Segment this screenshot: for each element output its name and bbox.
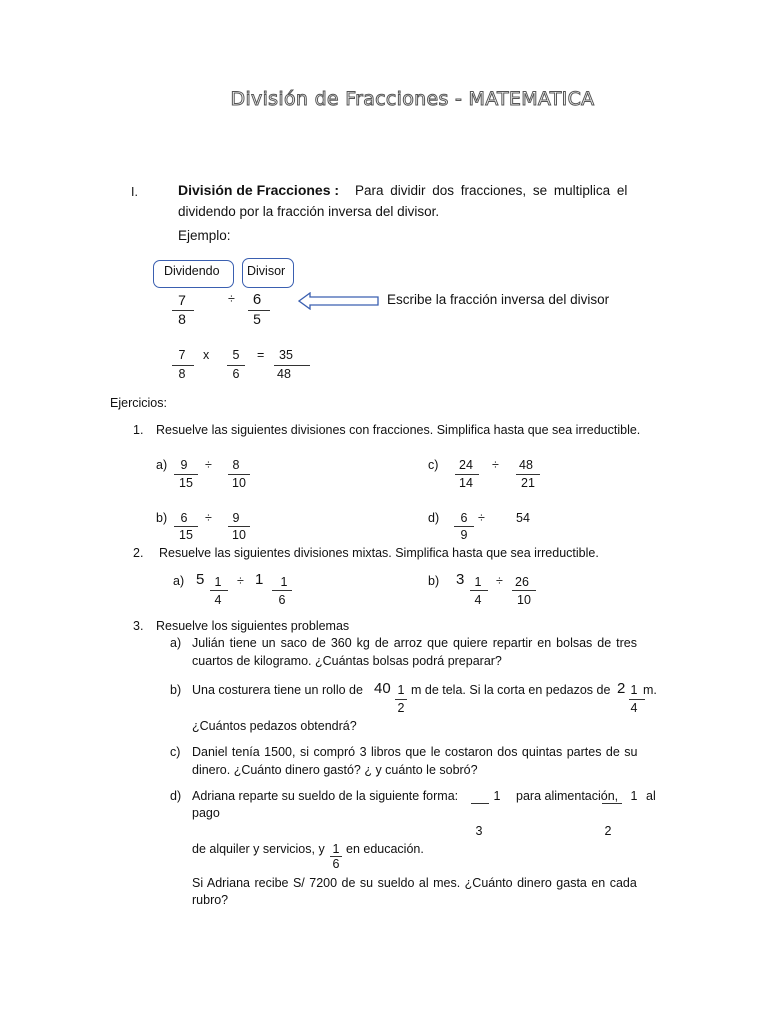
section-text-line1: Para dividir dos fracciones, se multiplica el xyxy=(355,183,628,198)
q3-d-mid1: para alimentación, xyxy=(516,789,619,803)
q1-b-n1: 6 xyxy=(180,511,188,525)
q3-a-label: a) xyxy=(170,636,182,650)
q3-b-label: b) xyxy=(170,683,182,697)
section-text-line2: dividendo por la fracción inversa del divisor. xyxy=(178,204,440,219)
fraction-bar xyxy=(629,699,645,700)
q1-d-label: d) xyxy=(428,511,440,525)
example-label: Ejemplo: xyxy=(178,228,231,243)
q3-b-post: m. xyxy=(643,683,657,697)
q1-d-n2: 54 xyxy=(516,511,530,525)
division-sign: ÷ xyxy=(237,574,244,588)
q1-a-d2: 10 xyxy=(232,476,246,490)
q2-a-d1: 4 xyxy=(214,593,222,607)
q1-c-d1: 14 xyxy=(459,476,473,490)
q2-a-n1: 1 xyxy=(214,575,222,589)
fraction-bar xyxy=(174,526,198,527)
q2-b-d2: 10 xyxy=(517,593,531,607)
q2-a-n2: 1 xyxy=(280,575,288,589)
q3-d-pago: pago xyxy=(192,806,220,820)
dividend-label: Dividendo xyxy=(164,264,220,278)
example-row2-a-num: 7 xyxy=(178,348,186,362)
q3-d-n3: 1 xyxy=(332,842,340,856)
fraction-bar xyxy=(272,590,292,591)
q3-a-line2: cuartos de kilogramo. ¿Cuántas bolsas podrá preparar? xyxy=(192,654,502,668)
q3-d-n2: 1 xyxy=(630,789,638,803)
q2-b-d1: 4 xyxy=(474,593,482,607)
q1-text: Resuelve las siguientes divisiones con fracciones. Simplifica hasta que sea irreductible. xyxy=(156,423,641,437)
q3-b-n1: 1 xyxy=(397,683,405,697)
q3-d-pre: Adriana reparte su sueldo de la siguiente forma: xyxy=(192,789,459,803)
fraction-bar xyxy=(174,474,198,475)
times-sign: x xyxy=(203,348,210,362)
page-title: División de Fracciones - MATEMATICA xyxy=(230,88,595,110)
example-row2-b-den: 6 xyxy=(232,367,240,381)
q3-c-line2: dinero. ¿Cuánto dinero gastó? ¿ y cuánto le sobró? xyxy=(192,763,478,777)
q1-c-d2: 21 xyxy=(521,476,535,490)
q3-b-line2: ¿Cuántos pedazos obtendrá? xyxy=(192,719,357,733)
q3-b-mid: m de tela. Si la corta en pedazos de xyxy=(411,683,611,697)
fraction-bar xyxy=(395,699,407,700)
q3-d-mid2: al xyxy=(646,789,656,803)
fraction-bar xyxy=(210,590,228,591)
example-frac2-num: 6 xyxy=(252,291,262,308)
fraction-bar xyxy=(470,590,488,591)
fraction-bar xyxy=(602,803,622,804)
q3-text: Resuelve los siguientes problemas xyxy=(156,619,350,633)
example-frac2-den: 5 xyxy=(253,311,261,327)
q2-a-w1: 5 xyxy=(196,571,205,588)
q2-text: Resuelve las siguientes divisiones mixtas. Simplifica hasta que sea irreductible. xyxy=(159,546,599,560)
equals-sign: = xyxy=(257,348,265,362)
divisor-label: Divisor xyxy=(247,264,286,278)
q1-b-n2: 9 xyxy=(232,511,240,525)
q3-a-line1: Julián tiene un saco de 360 kg de arroz que quiere repartir en bolsas de tres xyxy=(192,636,637,650)
q3-d-label: d) xyxy=(170,789,182,803)
example-frac1-num: 7 xyxy=(178,292,186,308)
example-row2-result-den: 48 xyxy=(277,367,291,381)
fraction-bar xyxy=(228,474,250,475)
division-sign: ÷ xyxy=(496,574,503,588)
fraction-bar xyxy=(471,803,489,804)
q3-d-line4: Si Adriana recibe S/ 7200 de su sueldo al mes. ¿Cuánto dinero gasta en cada xyxy=(192,876,637,890)
exercises-label: Ejercicios: xyxy=(110,396,167,410)
q2-b-n2: 26 xyxy=(515,575,529,589)
q3-b-d2: 4 xyxy=(630,701,638,715)
q3-d-d1: 3 xyxy=(475,824,483,838)
division-sign: ÷ xyxy=(205,511,212,525)
q3-d-d2: 2 xyxy=(604,824,612,838)
q3-c-line1: Daniel tenía 1500, si compró 3 libros que le costaron dos quintas partes de su xyxy=(192,745,638,759)
fraction-bar xyxy=(274,365,310,366)
q3-b-d1: 2 xyxy=(397,701,405,715)
example-frac1-den: 8 xyxy=(178,311,186,327)
fraction-bar xyxy=(516,474,540,475)
arrow-note: Escribe la fracción inversa del divisor xyxy=(387,292,610,307)
q2-number: 2. xyxy=(133,546,144,560)
q3-d-d3: 6 xyxy=(332,857,340,871)
example-row2-result-num: 35 xyxy=(279,348,293,362)
fraction-bar xyxy=(228,526,250,527)
q2-b-n1: 1 xyxy=(474,575,482,589)
q3-d-line3-post: en educación. xyxy=(346,842,424,856)
q1-c-label: c) xyxy=(428,458,439,472)
q3-d-line5: rubro? xyxy=(192,893,229,907)
division-sign: ÷ xyxy=(205,458,212,472)
q1-b-label: b) xyxy=(156,511,168,525)
q1-a-label: a) xyxy=(156,458,168,472)
q3-d-n1: 1 xyxy=(493,789,501,803)
fraction-bar xyxy=(454,526,474,527)
q1-a-d1: 15 xyxy=(179,476,193,490)
q1-c-n2: 48 xyxy=(519,458,533,472)
fraction-bar xyxy=(455,474,479,475)
q3-c-label: c) xyxy=(170,745,181,759)
example-row2-b-num: 5 xyxy=(232,348,240,362)
q1-d-n1: 6 xyxy=(460,511,468,525)
q2-a-label: a) xyxy=(173,574,185,588)
fraction-bar xyxy=(172,365,194,366)
q3-d-line3-pre: de alquiler y servicios, y xyxy=(192,842,325,856)
fraction-bar xyxy=(512,590,536,591)
q1-b-d1: 15 xyxy=(179,528,193,542)
section-numeral: I. xyxy=(131,185,138,199)
q2-a-d2: 6 xyxy=(278,593,286,607)
division-sign: ÷ xyxy=(492,458,499,472)
q2-b-label: b) xyxy=(428,574,440,588)
q3-b-pre: Una costurera tiene un rollo de xyxy=(192,683,363,697)
division-sign: ÷ xyxy=(228,292,235,306)
q1-number: 1. xyxy=(133,423,144,437)
q1-a-n2: 8 xyxy=(232,458,240,472)
q3-b-w1: 40 xyxy=(374,680,391,697)
division-sign: ÷ xyxy=(478,511,485,525)
q3-number: 3. xyxy=(133,619,144,633)
example-row2-a-den: 8 xyxy=(178,367,186,381)
q2-a-w2: 1 xyxy=(255,571,264,588)
fraction-bar xyxy=(227,365,245,366)
q1-a-n1: 9 xyxy=(180,458,188,472)
q1-d-d1: 9 xyxy=(460,528,468,542)
q1-c-n1: 24 xyxy=(459,458,473,472)
q3-b-w2: 2 xyxy=(617,680,626,697)
q2-b-w1: 3 xyxy=(456,571,465,588)
left-arrow-icon xyxy=(298,292,380,310)
q3-b-n2: 1 xyxy=(630,683,638,697)
q1-b-d2: 10 xyxy=(232,528,246,542)
section-heading: División de Fracciones : xyxy=(178,182,340,198)
